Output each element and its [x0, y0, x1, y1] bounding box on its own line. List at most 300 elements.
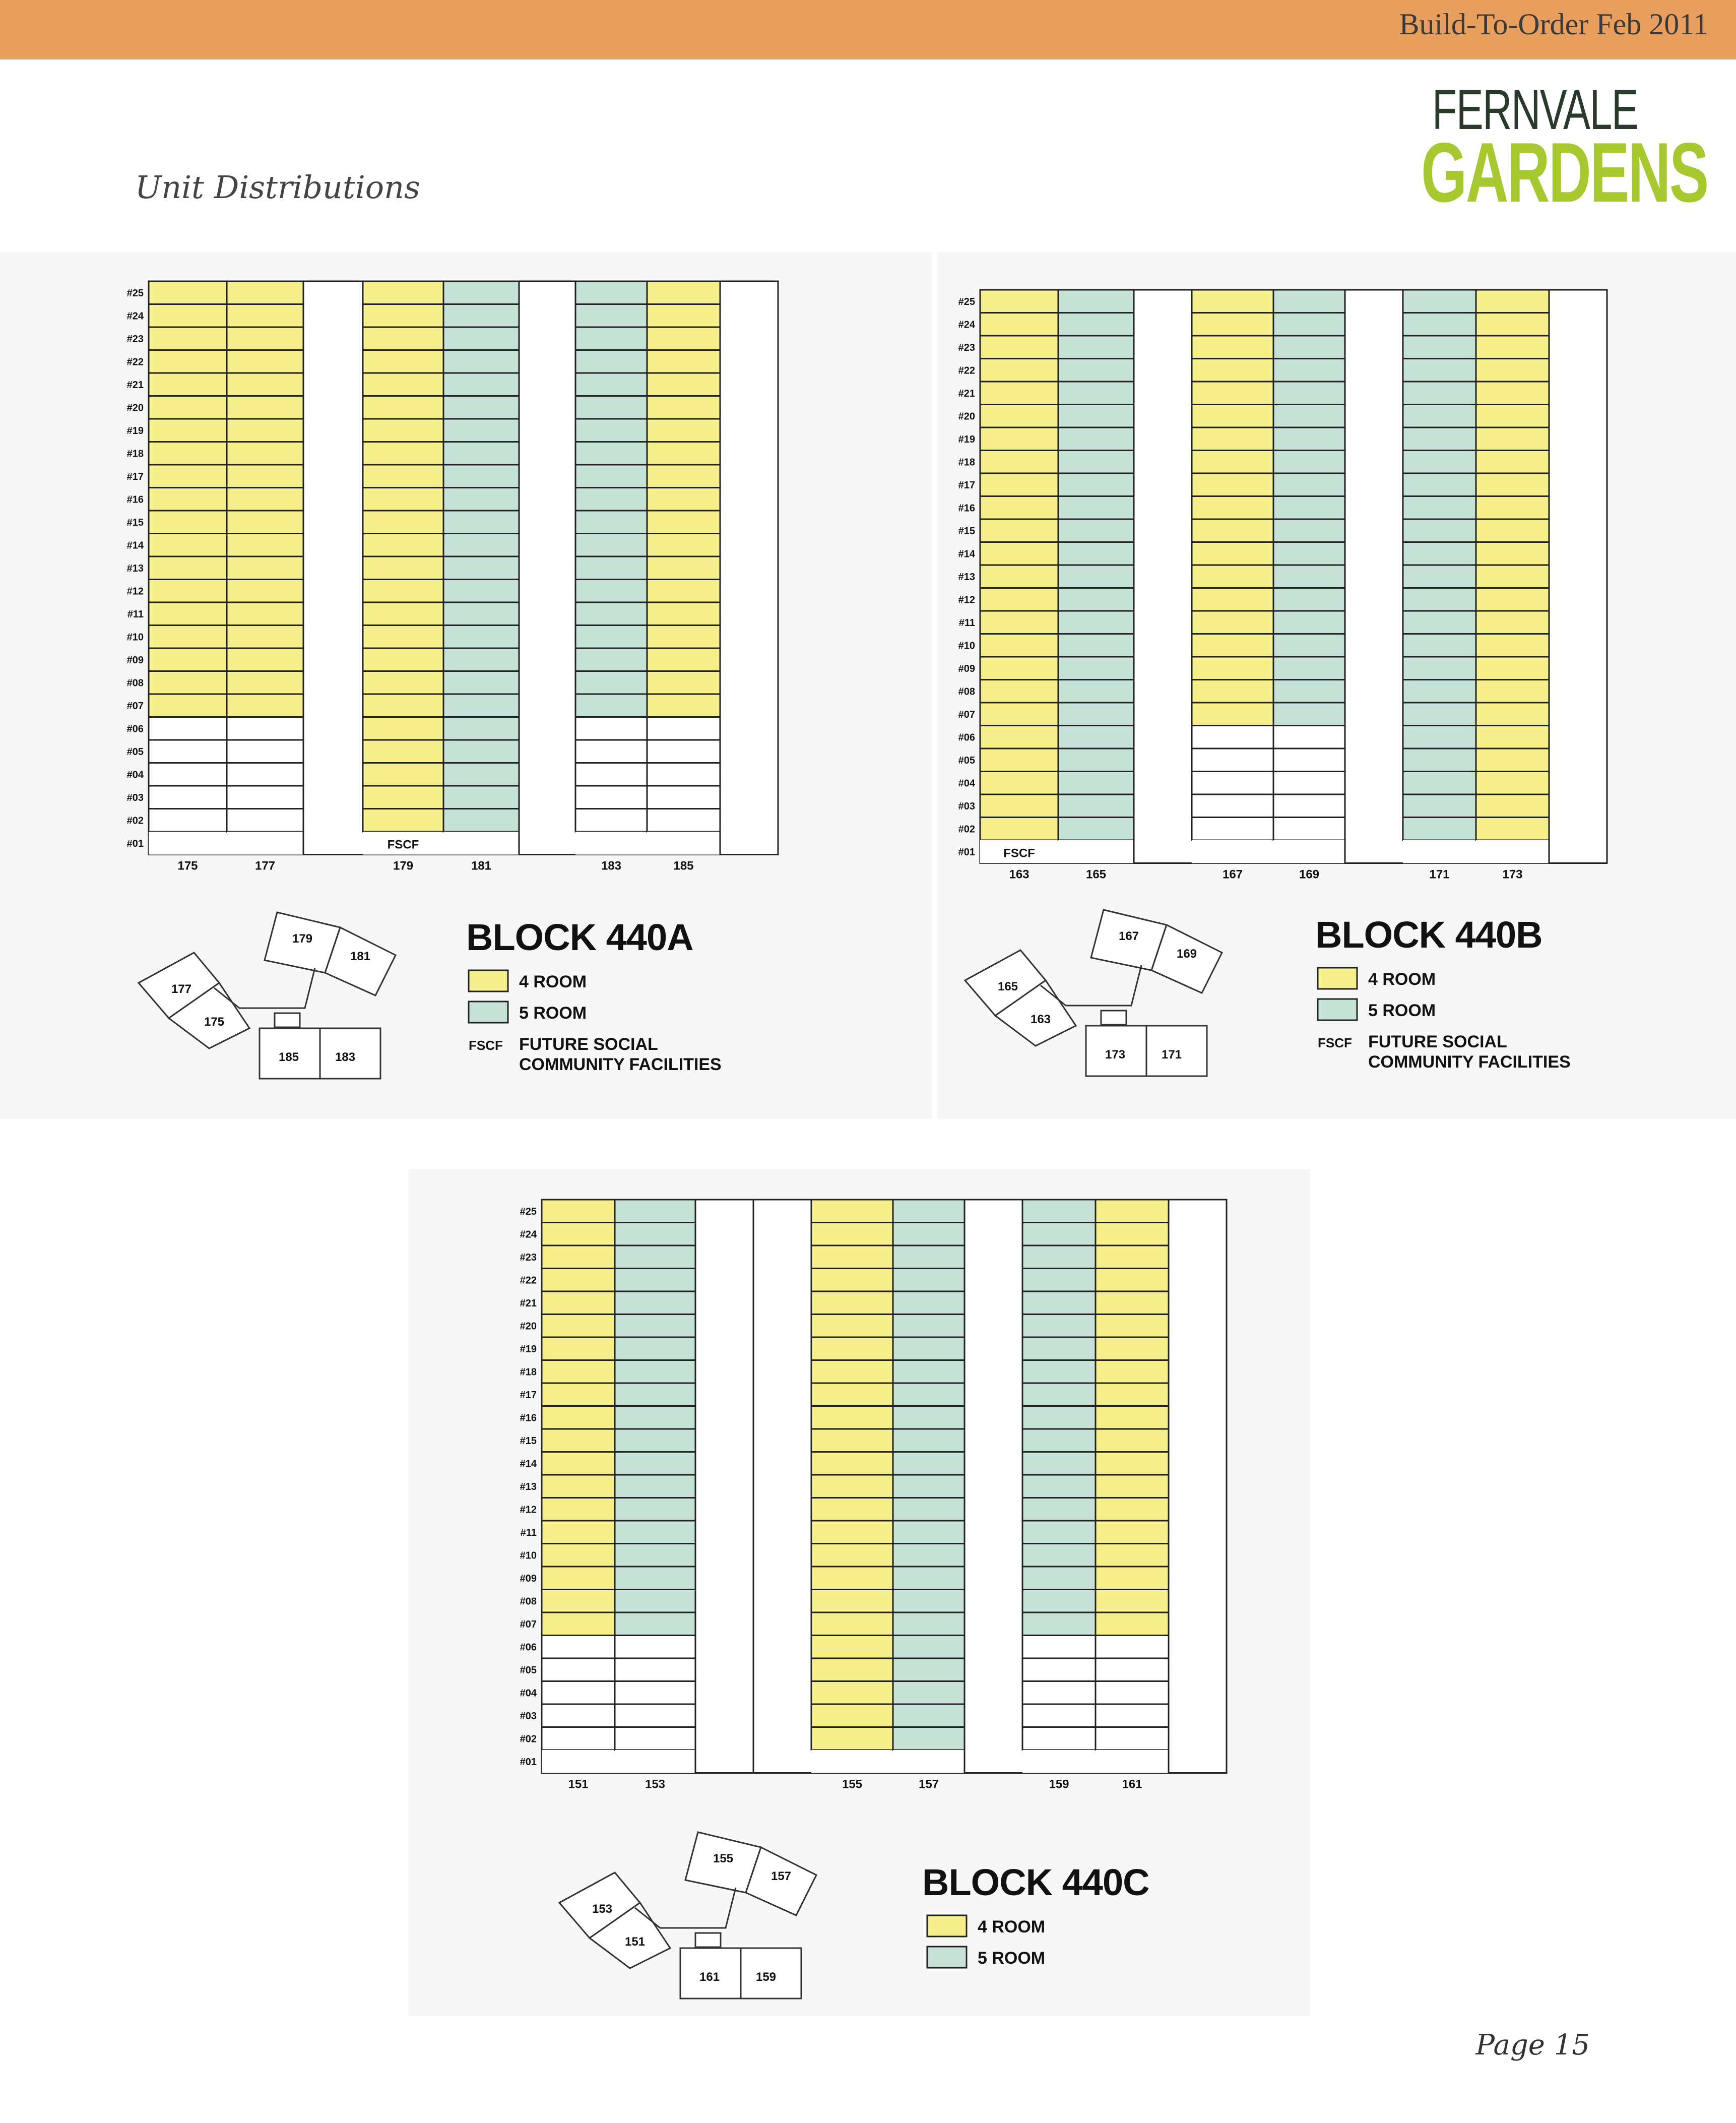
unit-cell: [615, 1291, 695, 1315]
unit-cell: [575, 488, 647, 511]
site-plan-label: 153: [592, 1902, 613, 1916]
unit-cell: [1192, 840, 1273, 863]
unit-grid: [149, 281, 778, 855]
floor-label: #17: [126, 471, 144, 482]
unit-cell: [575, 534, 647, 557]
unit-cell: [1022, 1750, 1096, 1773]
unit-cell: [647, 350, 720, 373]
logo-line-1: FERNVALE: [1432, 78, 1638, 141]
unit-cell: [647, 717, 720, 740]
unit-cell: [1096, 1521, 1169, 1544]
legend-abbr: FSCF: [1318, 1035, 1352, 1050]
unit-cell: [443, 373, 519, 396]
unit-cell: [542, 1567, 615, 1590]
unit-cell: [1022, 1291, 1096, 1315]
unit-cell: [615, 1245, 695, 1269]
unit-cell: [1273, 680, 1345, 703]
unit-cell: [1022, 1360, 1096, 1384]
site-plan-label: 157: [770, 1869, 792, 1883]
unit-cell: [149, 304, 227, 328]
unit-cell: [647, 373, 720, 396]
unit-cell: [811, 1429, 893, 1452]
unit-cell: [575, 832, 647, 855]
unit-cell: [647, 488, 720, 511]
unit-cell: [615, 1337, 695, 1360]
unit-cell: [542, 1452, 615, 1475]
unit-cell: [811, 1590, 893, 1613]
legend-swatch: [927, 1915, 967, 1937]
unit-number-label: 175: [177, 859, 198, 873]
legend-label: 5 ROOM: [1368, 1001, 1436, 1020]
unit-cell: [1192, 382, 1273, 405]
unit-cell: [227, 281, 303, 304]
unit-cell: [1192, 336, 1273, 359]
unit-number-label: 167: [1222, 867, 1243, 882]
unit-cell: [149, 671, 227, 695]
document-title: Build-To-Order Feb 2011: [1399, 8, 1708, 41]
unit-cell: [149, 694, 227, 717]
floor-label: #17: [958, 480, 975, 491]
unit-cell: [575, 281, 647, 304]
unit-cell: [1273, 634, 1345, 657]
unit-cell: [647, 671, 720, 695]
unit-cell: [1476, 473, 1549, 496]
floor-label: #20: [958, 411, 975, 422]
unit-cell: [443, 809, 519, 832]
unit-cell: [647, 740, 720, 763]
unit-cell: [1476, 427, 1549, 451]
floor-label: #10: [958, 640, 975, 652]
unit-cell: [227, 832, 303, 855]
unit-cell: [227, 626, 303, 649]
floor-label: #01: [126, 838, 144, 849]
unit-cell: [363, 396, 443, 419]
floor-label: #25: [520, 1206, 537, 1217]
floor-label: #20: [520, 1321, 537, 1332]
unit-cell: [149, 465, 227, 488]
floor-label: #14: [520, 1458, 537, 1470]
unit-cell: [615, 1612, 695, 1636]
unit-cell: [893, 1612, 965, 1636]
unit-cell: [980, 313, 1058, 336]
unit-cell: [227, 602, 303, 626]
unit-cell: [893, 1291, 965, 1315]
unit-cell: [363, 556, 443, 580]
unit-cell: [1058, 657, 1134, 680]
unit-cell: [149, 626, 227, 649]
unit-cell: [1192, 818, 1273, 841]
unit-cell: [1403, 290, 1476, 313]
unit-cell: [1058, 451, 1134, 474]
unit-cell: [1403, 519, 1476, 542]
unit-cell: [811, 1567, 893, 1590]
unit-cell: [542, 1727, 615, 1751]
unit-cell: [1022, 1612, 1096, 1636]
unit-cell: [980, 794, 1058, 818]
unit-cell: [149, 511, 227, 534]
unit-cell: [542, 1383, 615, 1406]
unit-cell: [1476, 405, 1549, 428]
unit-cell: [1096, 1337, 1169, 1360]
unit-cell: [1273, 382, 1345, 405]
unit-cell: [363, 442, 443, 465]
legend-swatch: [469, 1002, 508, 1023]
floor-label: #06: [126, 723, 144, 735]
unit-cell: [647, 809, 720, 832]
unit-cell: [1022, 1475, 1096, 1498]
floor-label: #23: [520, 1252, 537, 1263]
unit-cell: [1022, 1704, 1096, 1727]
unit-cell: [1192, 451, 1273, 474]
unit-cell: [542, 1612, 615, 1636]
floor-label: #18: [958, 457, 975, 468]
unit-cell: [575, 786, 647, 809]
unit-cell: [575, 419, 647, 442]
unit-cell: [1403, 542, 1476, 566]
unit-cell: [1096, 1429, 1169, 1452]
unit-cell: [980, 611, 1058, 634]
unit-cell: [1403, 588, 1476, 611]
site-plan-sketch: [139, 912, 396, 1079]
unit-cell: [1476, 818, 1549, 841]
unit-cell: [1058, 818, 1134, 841]
unit-cell: [980, 359, 1058, 382]
unit-cell: [980, 726, 1058, 749]
unit-cell: [542, 1337, 615, 1360]
unit-cell: [575, 717, 647, 740]
unit-number-label: 159: [1049, 1777, 1069, 1791]
unit-number-label: 177: [254, 859, 276, 873]
site-plan-label: 169: [1176, 947, 1197, 961]
floor-label: #13: [520, 1481, 537, 1492]
unit-cell: [1403, 496, 1476, 520]
unit-cell: [363, 580, 443, 603]
unit-cell: [363, 373, 443, 396]
unit-cell: [149, 350, 227, 373]
unit-cell: [811, 1245, 893, 1269]
unit-cell: [647, 694, 720, 717]
site-plan-sketch: [965, 910, 1222, 1076]
unit-cell: [363, 281, 443, 304]
unit-cell: [893, 1567, 965, 1590]
unit-cell: [980, 703, 1058, 726]
unit-cell: [893, 1200, 965, 1223]
unit-cell: [149, 648, 227, 671]
unit-cell: [893, 1636, 965, 1659]
legend-swatch: [469, 970, 508, 991]
floor-label: #05: [126, 746, 144, 758]
header-bar: [0, 0, 1736, 59]
unit-cell: [893, 1223, 965, 1246]
unit-cell: [443, 534, 519, 557]
unit-cell: [1058, 519, 1134, 542]
unit-cell: [1192, 772, 1273, 795]
unit-cell: [1403, 611, 1476, 634]
unit-cell: [542, 1658, 615, 1681]
unit-cell: [363, 602, 443, 626]
unit-cell: [363, 786, 443, 809]
floor-label: #22: [958, 365, 975, 377]
unit-cell: [893, 1269, 965, 1292]
block-title: BLOCK 440C: [922, 1861, 1149, 1903]
unit-cell: [1096, 1544, 1169, 1567]
unit-cell: [443, 304, 519, 328]
unit-cell: [542, 1315, 615, 1338]
unit-cell: [1476, 336, 1549, 359]
unit-cell: [615, 1406, 695, 1429]
floor-label: #24: [958, 319, 975, 331]
unit-cell: [1273, 565, 1345, 588]
unit-cell: [811, 1704, 893, 1727]
floor-label: #11: [520, 1527, 537, 1538]
unit-cell: [893, 1498, 965, 1521]
site-plan-label: 165: [997, 980, 1018, 993]
site-plan-label: 181: [350, 950, 371, 963]
unit-cell: [1058, 748, 1134, 772]
unit-cell: [1476, 290, 1549, 313]
floor-label: #01: [520, 1757, 537, 1768]
unit-cell: [811, 1521, 893, 1544]
unit-cell: [1096, 1658, 1169, 1681]
unit-cell: [575, 511, 647, 534]
unit-cell: [615, 1269, 695, 1292]
unit-cell: [542, 1200, 615, 1223]
unit-number-label: 157: [918, 1777, 939, 1791]
unit-cell: [811, 1315, 893, 1338]
unit-cell: [363, 694, 443, 717]
unit-cell: [893, 1452, 965, 1475]
site-plan-label: 183: [335, 1050, 356, 1064]
floor-label: #23: [958, 342, 975, 353]
legend-swatch: [1318, 968, 1357, 989]
unit-cell: [1273, 748, 1345, 772]
legend-label: FUTURE SOCIAL: [519, 1035, 658, 1054]
unit-cell: [811, 1750, 893, 1773]
unit-cell: [1058, 382, 1134, 405]
unit-cell: [363, 534, 443, 557]
unit-cell: [575, 671, 647, 695]
block-title: BLOCK 440A: [466, 916, 693, 958]
unit-cell: [1403, 818, 1476, 841]
unit-cell: [893, 1337, 965, 1360]
unit-cell: [1058, 405, 1134, 428]
unit-cell: [1022, 1681, 1096, 1705]
unit-cell: [227, 556, 303, 580]
unit-cell: [227, 740, 303, 763]
unit-cell: [1022, 1544, 1096, 1567]
unit-number-label: 165: [1085, 867, 1107, 882]
floor-label: #22: [520, 1275, 537, 1286]
unit-cell: [980, 519, 1058, 542]
unit-cell: [1022, 1406, 1096, 1429]
floor-label: #06: [520, 1642, 537, 1653]
unit-cell: [227, 809, 303, 832]
unit-cell: [575, 694, 647, 717]
unit-cell: [1192, 519, 1273, 542]
unit-number-label: 171: [1429, 867, 1450, 882]
floor-label: #09: [126, 655, 144, 666]
unit-cell: [1273, 405, 1345, 428]
unit-cell: [1476, 840, 1549, 863]
unit-cell: [1273, 818, 1345, 841]
unit-cell: [542, 1360, 615, 1384]
unit-cell: [1096, 1612, 1169, 1636]
site-plan-lift-core: [275, 1013, 300, 1027]
unit-cell: [542, 1750, 615, 1773]
unit-cell: [1192, 794, 1273, 818]
unit-cell: [1403, 451, 1476, 474]
unit-cell: [811, 1612, 893, 1636]
unit-cell: [893, 1658, 965, 1681]
unit-cell: [893, 1406, 965, 1429]
unit-cell: [647, 786, 720, 809]
unit-cell: [1403, 405, 1476, 428]
block-title: BLOCK 440B: [1315, 914, 1542, 956]
unit-cell: [443, 717, 519, 740]
block-440b-diagram: [937, 252, 1736, 1119]
unit-number-label: 179: [393, 859, 414, 873]
unit-cell: [1273, 657, 1345, 680]
site-plan-lift-core: [1101, 1011, 1126, 1025]
unit-cell: [1273, 359, 1345, 382]
floor-label: #24: [520, 1229, 537, 1240]
unit-cell: [1096, 1636, 1169, 1659]
unit-cell: [575, 580, 647, 603]
unit-cell: [1058, 313, 1134, 336]
fscf-note: FSCF: [387, 838, 419, 852]
unit-cell: [149, 763, 227, 786]
unit-cell: [647, 602, 720, 626]
floor-label: #18: [520, 1366, 537, 1378]
unit-cell: [575, 442, 647, 465]
unit-cell: [1273, 794, 1345, 818]
floor-label: #13: [126, 563, 144, 574]
unit-cell: [1096, 1269, 1169, 1292]
floor-label: #09: [520, 1573, 537, 1584]
unit-cell: [980, 451, 1058, 474]
unit-cell: [227, 511, 303, 534]
unit-cell: [1058, 336, 1134, 359]
unit-cell: [980, 818, 1058, 841]
unit-cell: [1058, 794, 1134, 818]
unit-cell: [615, 1704, 695, 1727]
unit-cell: [1403, 703, 1476, 726]
unit-cell: [575, 350, 647, 373]
unit-cell: [443, 465, 519, 488]
unit-cell: [1476, 634, 1549, 657]
unit-cell: [980, 496, 1058, 520]
unit-cell: [443, 694, 519, 717]
unit-cell: [811, 1475, 893, 1498]
floor-label: #21: [520, 1298, 537, 1309]
unit-cell: [1273, 703, 1345, 726]
unit-number-label: 185: [673, 859, 694, 873]
unit-cell: [149, 809, 227, 832]
floor-label: #20: [126, 402, 144, 414]
unit-cell: [615, 1590, 695, 1613]
unit-cell: [1192, 703, 1273, 726]
unit-cell: [980, 657, 1058, 680]
unit-cell: [443, 556, 519, 580]
unit-cell: [149, 396, 227, 419]
unit-cell: [1058, 427, 1134, 451]
unit-cell: [149, 832, 227, 855]
unit-cell: [1403, 772, 1476, 795]
unit-cell: [363, 763, 443, 786]
site-plan-lift-core: [695, 1933, 721, 1947]
unit-cell: [1096, 1750, 1169, 1773]
unit-cell: [615, 1498, 695, 1521]
unit-cell: [1476, 451, 1549, 474]
floor-label: #05: [520, 1665, 537, 1676]
unit-cell: [1403, 748, 1476, 772]
block-440a-diagram: [0, 252, 932, 1119]
site-plan-label: 155: [713, 1852, 734, 1865]
unit-cell: [1096, 1383, 1169, 1406]
unit-cell: [647, 648, 720, 671]
unit-cell: [1096, 1567, 1169, 1590]
unit-cell: [1058, 542, 1134, 566]
unit-cell: [227, 534, 303, 557]
unit-cell: [1022, 1315, 1096, 1338]
unit-cell: [1192, 359, 1273, 382]
unit-cell: [575, 373, 647, 396]
unit-cell: [1022, 1636, 1096, 1659]
unit-cell: [980, 405, 1058, 428]
unit-cell: [149, 327, 227, 350]
unit-cell: [1058, 680, 1134, 703]
unit-cell: [363, 304, 443, 328]
floor-label: #03: [126, 792, 144, 803]
unit-cell: [1403, 336, 1476, 359]
unit-cell: [893, 1521, 965, 1544]
site-plan-label: 159: [755, 1970, 777, 1984]
unit-cell: [1403, 565, 1476, 588]
unit-cell: [811, 1337, 893, 1360]
unit-cell: [893, 1245, 965, 1269]
unit-cell: [443, 327, 519, 350]
unit-cell: [893, 1704, 965, 1727]
unit-cell: [149, 281, 227, 304]
unit-cell: [1192, 657, 1273, 680]
unit-cell: [1096, 1200, 1169, 1223]
unit-cell: [615, 1315, 695, 1338]
unit-cell: [1192, 634, 1273, 657]
unit-cell: [615, 1681, 695, 1705]
floor-label: #09: [958, 663, 975, 674]
unit-cell: [647, 396, 720, 419]
unit-cell: [575, 556, 647, 580]
unit-cell: [1058, 359, 1134, 382]
unit-cell: [811, 1406, 893, 1429]
unit-cell: [443, 740, 519, 763]
floor-label: #01: [958, 847, 975, 858]
block-440b-panel: [937, 252, 1736, 1119]
floor-label: #11: [958, 617, 975, 629]
unit-cell: [443, 442, 519, 465]
unit-cell: [575, 327, 647, 350]
floor-label: #08: [520, 1596, 537, 1607]
unit-cell: [1096, 1704, 1169, 1727]
unit-cell: [1022, 1658, 1096, 1681]
unit-cell: [575, 809, 647, 832]
unit-cell: [1273, 451, 1345, 474]
unit-cell: [443, 419, 519, 442]
unit-cell: [811, 1544, 893, 1567]
unit-cell: [980, 382, 1058, 405]
unit-cell: [1192, 680, 1273, 703]
unit-cell: [1022, 1590, 1096, 1613]
